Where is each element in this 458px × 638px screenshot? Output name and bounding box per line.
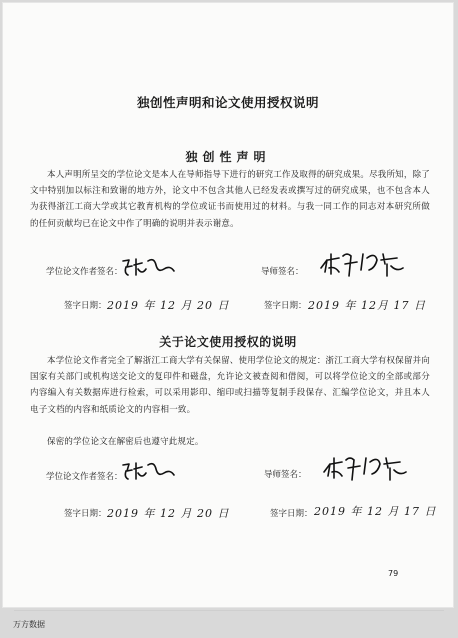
page-number: 79 bbox=[388, 569, 399, 578]
advisor-sign-date: 2019 年 12月 17 日 bbox=[308, 299, 426, 312]
author-signature bbox=[120, 255, 178, 279]
advisor-date-label-2: 签字日期： bbox=[270, 509, 313, 519]
author-signature-label-2: 学位论文作者签名： bbox=[46, 472, 123, 482]
advisor-signature-label-2: 导师签名： bbox=[264, 470, 307, 480]
authorization-statement-paragraph: 本学位论文作者完全了解浙江工商大学有关保留、使用学位论文的规定：浙江工商大学有权保留并向国家有关部门或机构送交论文的复印件和磁盘，允许论文被查阅和借阅，可以将学位论文的全部或部分内容编入有关数据库进行检索，可以采用影印、缩印或扫描等复制手段保存、汇编学位论文，并且本人电子文档的内容和纸质论文的内容相一致。 bbox=[30, 356, 430, 415]
originality-statement-paragraph: 本人声明所呈交的学位论文是本人在导师指导下进行的研究工作及取得的研究成果。尽我所知，除了文中特别加以标注和致谢的地方外，论文中不包含其他人已经发表或撰写过的研究成果，也不包含本人为获得浙江工商大学或其它教育机构的学位或证书而使用过的材料。与我一同工作的同志对本研究所做的任何贡献均已在论文中作了明确的说明并表示谢意。 bbox=[30, 170, 430, 229]
advisor-date-label: 签字日期： bbox=[264, 301, 307, 311]
confidentiality-note: 保密的学位论文在解密后也遵守此规定。 bbox=[47, 437, 204, 447]
author-date-label: 签字日期： bbox=[64, 301, 107, 311]
authorization-statement-title: 关于论文使用授权的说明 bbox=[159, 335, 297, 349]
originality-statement-title: 独创性声明 bbox=[185, 150, 271, 164]
advisor-signature-2 bbox=[320, 450, 414, 484]
advisor-signature-label: 导师签名： bbox=[261, 267, 304, 277]
author-signature-label: 学位论文作者签名： bbox=[46, 267, 123, 277]
page-title: 独创性声明和论文使用授权说明 bbox=[136, 95, 319, 110]
advisor-sign-date-2: 2019 年 12 月 17 日 bbox=[314, 505, 437, 518]
footer-source-label: 万方数据 bbox=[13, 620, 45, 629]
author-sign-date: 2019 年 12 月 20 日 bbox=[107, 299, 230, 312]
advisor-signature bbox=[317, 246, 411, 280]
footer-divider bbox=[14, 610, 444, 611]
author-sign-date-2: 2019 年 12 月 20 日 bbox=[107, 507, 230, 520]
author-signature-2 bbox=[120, 459, 178, 483]
document-page bbox=[2, 2, 454, 608]
author-date-label-2: 签字日期： bbox=[64, 509, 107, 519]
